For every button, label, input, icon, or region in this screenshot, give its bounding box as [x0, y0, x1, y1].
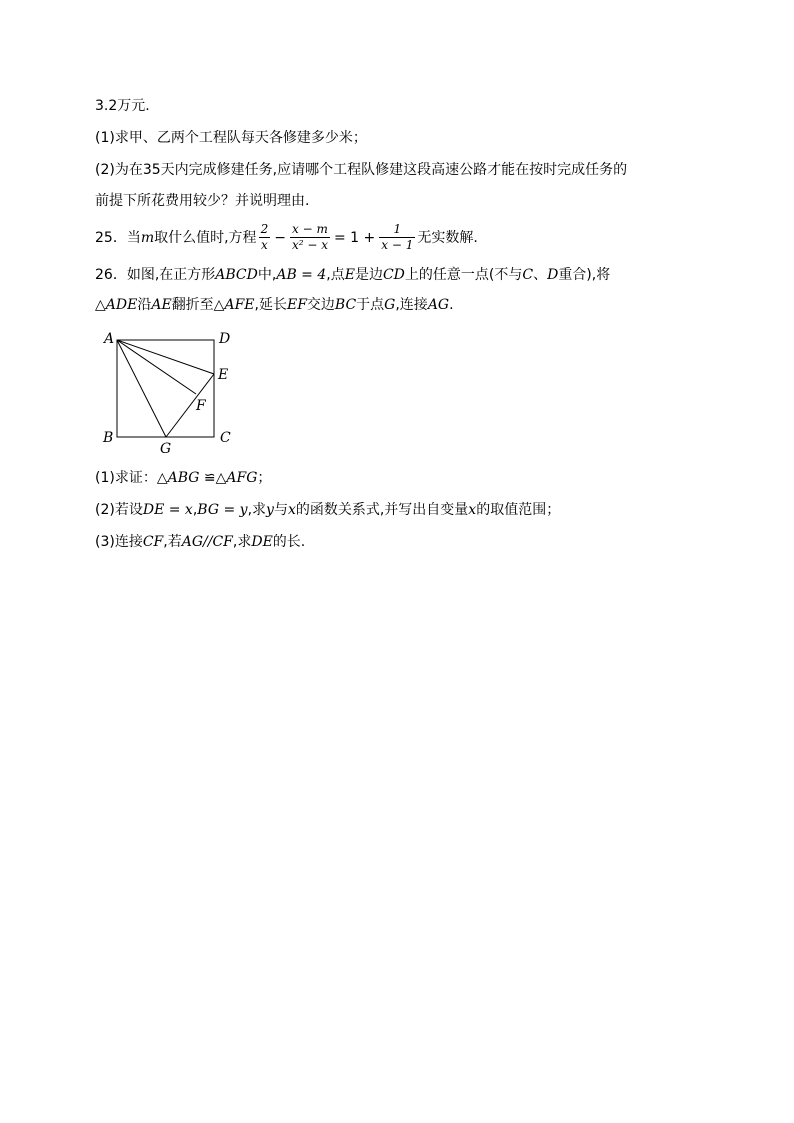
- q26-text: 是边: [354, 267, 383, 283]
- p2-var-x: x: [468, 502, 477, 518]
- p3-ag-parallel-cf: AG//CF: [181, 534, 233, 550]
- q26-abcd: ABCD: [215, 267, 258, 283]
- question-26-line-2: [95, 295, 454, 315]
- q26-afe: AFE: [224, 297, 255, 313]
- label-d: D: [219, 331, 231, 347]
- frac3-denominator: x − 1: [381, 238, 414, 252]
- p2-text: ,求: [247, 502, 267, 518]
- q26-point-g: G: [384, 297, 396, 313]
- question-24-part-2-cont: 前提下所花费用较少？并说明理由.: [95, 193, 310, 209]
- q26-text: 、: [533, 267, 548, 283]
- q26-text: 于点: [356, 297, 385, 313]
- label-b: B: [103, 430, 114, 446]
- q26-ae: AE: [151, 297, 172, 313]
- fraction-1-over-x-minus-1: [379, 222, 415, 253]
- label-c: C: [220, 430, 231, 446]
- q26-text: 翻折至△: [171, 297, 225, 313]
- square-abcd: [117, 340, 214, 437]
- q26-cd: CD: [382, 267, 405, 283]
- q26-text: .: [449, 297, 454, 313]
- label-g: G: [160, 441, 172, 457]
- p2-de: DE = x: [142, 502, 193, 518]
- q26-text: ,点: [326, 267, 345, 283]
- equals-one-plus: = 1 +: [333, 229, 376, 246]
- q26-text: 沿: [137, 297, 152, 313]
- frac2-numerator: x − m: [290, 222, 330, 238]
- question-26-part-3: [95, 532, 305, 552]
- p3-text: 的长.: [272, 534, 306, 550]
- q26-text: △: [95, 297, 106, 313]
- p2-text: (2)若设: [95, 502, 143, 518]
- p2-var-x: x: [287, 502, 296, 518]
- frac3-numerator: 1: [379, 222, 415, 238]
- square-fold-diagram: [100, 328, 250, 458]
- question-24-part-2: (2)为在35天内完成修建任务,应请哪个工程队修建这段高速公路才能在按时完成任务的: [95, 162, 628, 178]
- p2-text: ,: [192, 502, 198, 518]
- p2-text: 的函数关系式,并写出自变量: [295, 502, 469, 518]
- q26-text: 上的任意一点(不与: [404, 267, 523, 283]
- q26-ab-eq: AB = 4: [276, 267, 327, 283]
- p2-var-y: y: [266, 502, 274, 518]
- minus-sign: −: [274, 229, 286, 246]
- question-26-line-1: [95, 265, 610, 285]
- q25-prefix: 25．当: [95, 229, 141, 246]
- p1-text: (1)求证：△: [95, 470, 168, 486]
- q26-text: 交边: [306, 297, 335, 313]
- q26-ade: ADE: [105, 297, 138, 313]
- segment-eg: [166, 374, 214, 437]
- q26-bc: BC: [334, 297, 357, 313]
- p3-cf: CF: [142, 534, 164, 550]
- fraction-2-over-x: [259, 222, 271, 253]
- p1-afg: AFG: [226, 470, 258, 486]
- q26-ag: AG: [427, 297, 450, 313]
- text-line-continuation: 3.2万元.: [95, 98, 150, 114]
- q25-mid: 取什么值时,方程: [154, 229, 257, 246]
- p2-bg: BG = y: [197, 502, 248, 518]
- q26-text: 中,: [257, 267, 277, 283]
- q26-ef: EF: [286, 297, 307, 313]
- p3-text: (3)连接: [95, 534, 143, 550]
- q26-text: 26．如图,在正方形: [95, 267, 216, 283]
- question-24-part-1: (1)求甲、乙两个工程队每天各修建多少米；: [95, 130, 367, 146]
- p3-text: ,若: [163, 534, 182, 550]
- q26-point-c: C: [522, 267, 534, 283]
- fraction-x-minus-m: [290, 222, 330, 253]
- p1-text: ≌△: [199, 470, 227, 486]
- question-26-part-2: [95, 500, 560, 520]
- question-26-part-1: [95, 468, 271, 488]
- p1-abg: ABG: [167, 470, 200, 486]
- q25-var-m: m: [140, 229, 155, 246]
- label-f: F: [196, 398, 206, 414]
- p1-text: ；: [257, 470, 272, 486]
- frac2-denominator: x² − x: [291, 238, 328, 252]
- p2-text: 的取值范围；: [476, 502, 561, 518]
- p2-text: 与: [273, 502, 288, 518]
- label-a: A: [104, 331, 115, 347]
- q26-text: ,延长: [254, 297, 287, 313]
- p3-de: DE: [251, 534, 273, 550]
- segment-af: [117, 340, 196, 394]
- frac1-denominator: x: [260, 238, 268, 252]
- q25-suffix: 无实数解.: [417, 229, 478, 246]
- label-e: E: [218, 367, 229, 383]
- q26-text: 重合),将: [558, 267, 611, 283]
- q26-point-d: D: [547, 267, 559, 283]
- question-25: [95, 222, 478, 253]
- q26-point-e: E: [344, 267, 355, 283]
- frac1-numerator: 2: [260, 222, 269, 236]
- p3-text: ,求: [232, 534, 252, 550]
- q26-text: ,连接: [395, 297, 428, 313]
